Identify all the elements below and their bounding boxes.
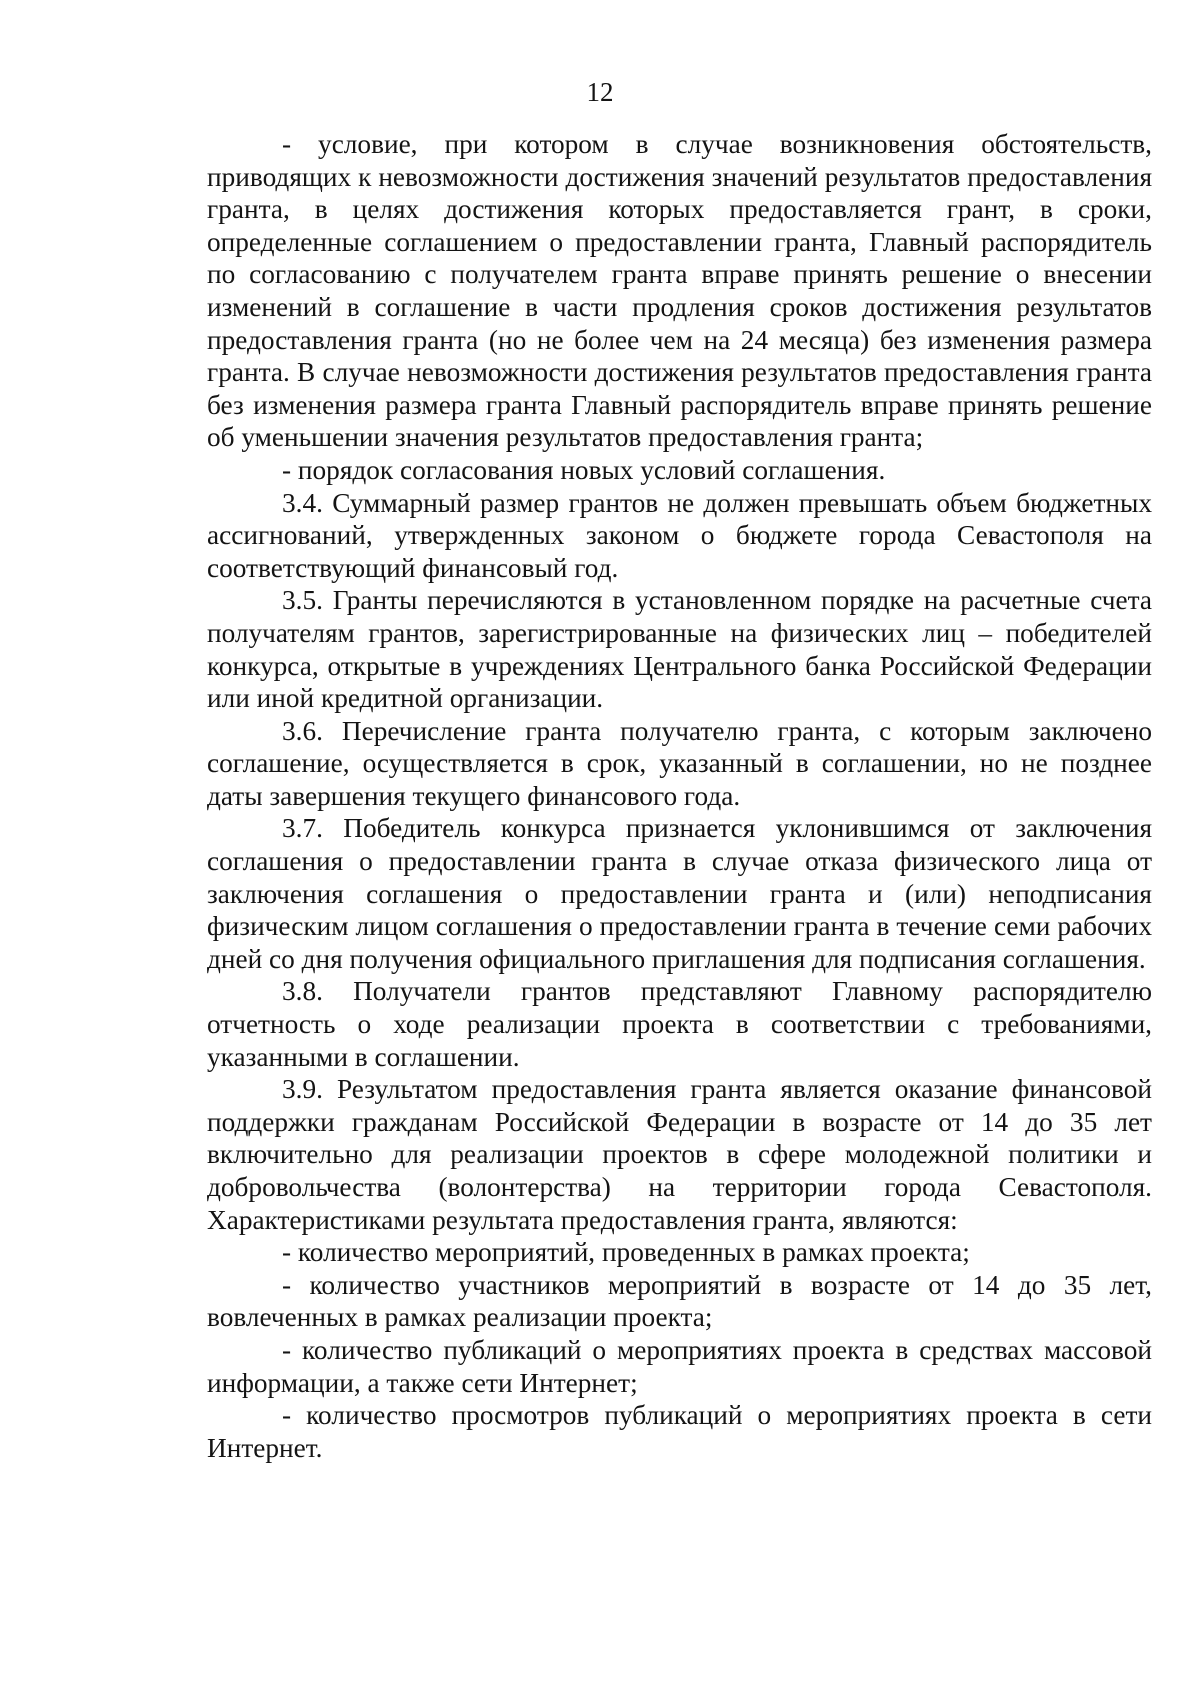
- list-item-events-count: - количество мероприятий, проведенных в рамках проекта;: [282, 1237, 970, 1268]
- list-item-publications-count: - количество публикаций о мероприятиях проекта в средствах массовой информации, а также сети Интернет;: [207, 1334, 1152, 1398]
- paragraph-3-5: 3.5. Гранты перечисляются в установленном порядке на расчетные счета получателям грантов, зарегистрированные на физических лиц – победителей конкурса, открытые в учреждениях Центрального банка Российской Федерации или иной кредитной организации.: [207, 585, 1152, 714]
- paragraph-3-9: 3.9. Результатом предоставления гранта является оказание финансовой поддержки гражданам Российской Федерации в возрасте от 14 до 35 лет включительно для реализации проектов в сфере молодежной политики и добровольчества (волонтерства) на территории города Севастополя. Характеристиками результата предоставления гранта, являются:: [207, 1074, 1152, 1235]
- list-item-views-count: - количество просмотров публикаций о мероприятиях проекта в сети Интернет.: [207, 1400, 1152, 1463]
- page-number: 12: [586, 77, 614, 107]
- paragraph-3-4: 3.4. Суммарный размер грантов не должен превышать объем бюджетных ассигнований, утвержденных законом о бюджете города Севастополя на соответствующий финансовый год.: [207, 487, 1152, 583]
- paragraph-3-8: 3.8. Получатели грантов представляют Главному распорядителю отчетность о ходе реализации проекта в соответствии с требованиями, указанными в соглашении.: [207, 976, 1152, 1072]
- paragraph-approval-procedure: - порядок согласования новых условий соглашения.: [282, 454, 886, 485]
- list-item-participants-count: - количество участников мероприятий в возрасте от 14 до 35 лет, вовлеченных в рамках реализации проекта;: [207, 1269, 1152, 1333]
- paragraph-3-6: 3.6. Перечисление гранта получателю гранта, с которым заключено соглашение, осуществляется в срок, указанный в соглашении, но не позднее даты завершения текущего финансового года.: [207, 715, 1152, 811]
- paragraph-condition-extension: - условие, при котором в случае возникновения обстоятельств, приводящих к невозможности достижения значений результатов предоставления гранта, в целях достижения которых предоставляется грант, в сроки, определенные соглашением о предоставлении гранта, Главный распорядитель по согласованию с получателем гранта вправе принять решение о внесении изменений в соглашение в части продления сроков достижения результатов предоставления гранта (но не более чем на 24 месяца) без изменения размера гранта. В случае невозможности достижения результатов предоставления гранта без изменения размера гранта Главный распорядитель вправе принять решение об уменьшении значения результатов предоставления гранта;: [207, 129, 1152, 453]
- paragraph-3-7: 3.7. Победитель конкурса признается уклонившимся от заключения соглашения о предоставлении гранта в случае отказа физического лица от заключения соглашения о предоставлении гранта и (или) неподписания физическим лицом соглашения о предоставлении гранта в течение семи рабочих дней со дня получения официального приглашения для подписания соглашения.: [207, 813, 1152, 974]
- document-body: [207, 128, 1152, 1464]
